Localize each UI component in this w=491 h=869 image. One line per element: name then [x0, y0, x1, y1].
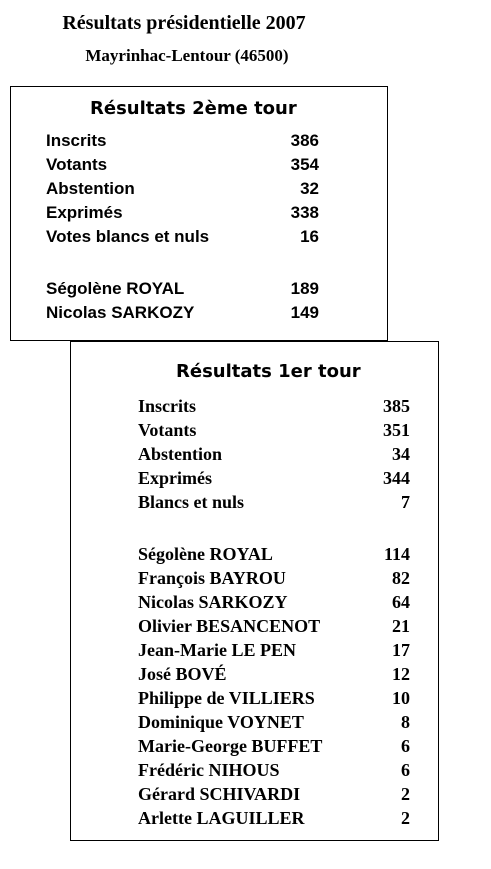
candidate-row: [138, 710, 410, 734]
candidate-name: Nicolas SARKOZY: [46, 303, 195, 322]
stat-label: Votants: [46, 155, 108, 174]
candidate-row: [138, 590, 410, 614]
candidate-name: Nicolas SARKOZY: [138, 592, 288, 612]
spacer: [46, 249, 319, 277]
candidate-votes: 12: [392, 664, 410, 684]
stat-label: Inscrits: [138, 396, 196, 416]
candidate-row: [46, 301, 319, 325]
round1-results-box: [70, 341, 439, 841]
round2-results-box: [10, 86, 388, 341]
stat-label: Votants: [138, 420, 197, 440]
stat-value: 385: [383, 396, 410, 416]
candidate-votes: 64: [392, 592, 410, 612]
candidate-votes: 6: [401, 760, 410, 780]
candidate-row: [138, 758, 410, 782]
candidate-row: [138, 734, 410, 758]
stat-value: 16: [300, 227, 319, 246]
stat-value: 354: [290, 155, 319, 174]
stat-row: [46, 201, 319, 225]
stat-row: [138, 466, 410, 490]
page-subtitle: Mayrinhac-Lentour (46500): [85, 46, 289, 65]
stat-label: Exprimés: [46, 203, 123, 222]
round1-heading: Résultats 1er tour: [176, 361, 361, 382]
round2-rows: [46, 129, 319, 325]
candidate-votes: 82: [392, 568, 410, 588]
candidate-name: Gérard SCHIVARDI: [138, 784, 301, 804]
stat-label: Votes blancs et nuls: [46, 227, 210, 246]
stat-value: 344: [383, 468, 410, 488]
candidate-row: [138, 542, 410, 566]
stat-value: 351: [383, 420, 410, 440]
candidate-name: Jean-Marie LE PEN: [138, 640, 296, 660]
stat-row: [46, 129, 319, 153]
stat-value: 7: [401, 492, 410, 512]
stat-label: Inscrits: [46, 131, 107, 150]
stat-row: [138, 490, 410, 514]
candidate-name: Ségolène ROYAL: [46, 279, 185, 298]
round2-heading: Résultats 2ème tour: [90, 98, 297, 119]
candidate-name: François BAYROU: [138, 568, 286, 588]
candidate-votes: 149: [290, 303, 319, 322]
stat-row: [46, 177, 319, 201]
stat-value: 338: [290, 203, 319, 222]
candidate-name: Marie-George BUFFET: [138, 736, 323, 756]
stat-label: Abstention: [138, 444, 223, 464]
candidate-votes: 8: [401, 712, 410, 732]
candidate-row: [138, 566, 410, 590]
candidate-votes: 2: [401, 808, 410, 828]
stat-row: [138, 418, 410, 442]
candidate-votes: 21: [392, 616, 410, 636]
candidate-votes: 6: [401, 736, 410, 756]
candidate-name: José BOVÉ: [138, 664, 227, 684]
stat-value: 34: [392, 444, 410, 464]
stat-row: [138, 442, 410, 466]
candidate-votes: 17: [392, 640, 410, 660]
candidate-votes: 2: [401, 784, 410, 804]
candidate-name: Olivier BESANCENOT: [138, 616, 321, 636]
candidate-row: [138, 662, 410, 686]
candidate-votes: 189: [290, 279, 319, 298]
candidate-row: [138, 806, 410, 830]
candidate-name: Arlette LAGUILLER: [138, 808, 305, 828]
candidate-votes: 10: [392, 688, 410, 708]
candidate-name: Philippe de VILLIERS: [138, 688, 315, 708]
stat-label: Exprimés: [138, 468, 212, 488]
candidate-votes: 114: [383, 544, 410, 564]
stat-label: Blancs et nuls: [138, 492, 245, 512]
page-title: Résultats présidentielle 2007: [62, 12, 306, 34]
candidate-name: Dominique VOYNET: [138, 712, 304, 732]
candidate-row: [46, 277, 319, 301]
stat-row: [46, 153, 319, 177]
round1-rows: [138, 394, 410, 830]
stat-row: [138, 394, 410, 418]
candidate-row: [138, 782, 410, 806]
stat-row: [46, 225, 319, 249]
stat-value: 386: [290, 131, 319, 150]
stat-label: Abstention: [46, 179, 135, 198]
stat-value: 32: [300, 179, 319, 198]
candidate-row: [138, 614, 410, 638]
candidate-row: [138, 686, 410, 710]
candidate-name: Ségolène ROYAL: [138, 544, 273, 564]
spacer: [138, 514, 410, 542]
candidate-row: [138, 638, 410, 662]
candidate-name: Frédéric NIHOUS: [138, 760, 280, 780]
